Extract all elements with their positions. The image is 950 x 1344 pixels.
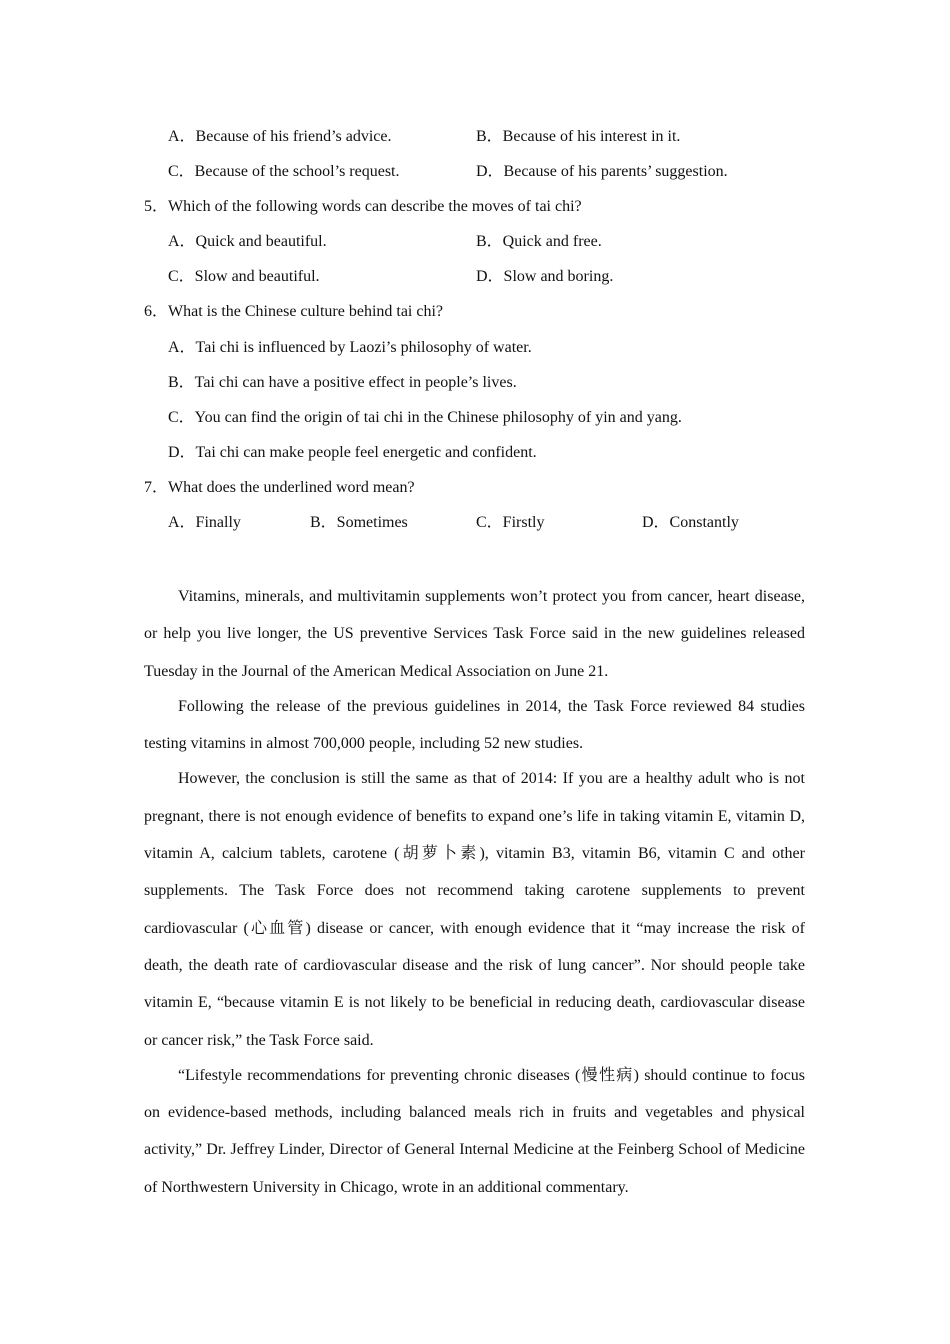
q7-option-d: D．Constantly: [642, 514, 739, 531]
passage-paragraph-1: Vitamins, minerals, and multivitamin supplements won’t protect you from cancer, heart disease, or help you live longer, the US preventive Services Task Force said in the new guidelines released Tuesday in the Journal of the American Medical Association on June 21.: [144, 588, 805, 680]
q6-stem: 6．What is the Chinese culture behind tai chi?: [144, 303, 444, 320]
q7-option-b: B．Sometimes: [310, 514, 408, 531]
q6-option-b: B．Tai chi can have a positive effect in people’s lives.: [168, 374, 517, 391]
q5-option-a: A．Quick and beautiful.: [168, 233, 327, 250]
q5-options-row-1: [0, 231, 950, 253]
reading-passage: [144, 578, 805, 1204]
q5-option-b: B．Quick and free.: [476, 233, 602, 250]
q5-stem: 5．Which of the following words can describe the moves of tai chi?: [144, 198, 582, 215]
passage-paragraph-2: Following the release of the previous guidelines in 2014, the Task Force reviewed 84 studies testing vitamins in almost 700,000 people, including 52 new studies.: [144, 697, 805, 753]
q4-option-d: D．Because of his parents’ suggestion.: [476, 163, 728, 180]
q7-stem: 7．What does the underlined word mean?: [144, 479, 415, 496]
q4-option-a: A．Because of his friend’s advice.: [168, 128, 392, 145]
passage-paragraph-4: “Lifestyle recommendations for preventing chronic diseases (慢性病) should continue to focus on evidence-based methods, including balanced meals rich in fruits and vegetables and physical activity,” Dr. Jeffrey Linder, Director of General Internal Medicine at the Feinberg School of Medicine of Northwestern University in Chicago, wrote in an additional commentary.: [144, 1066, 805, 1196]
q5-option-d: D．Slow and boring.: [476, 268, 614, 285]
q6-option-c: C．You can find the origin of tai chi in the Chinese philosophy of yin and yang.: [168, 409, 682, 426]
q4-option-c: C．Because of the school’s request.: [168, 163, 400, 180]
q6-option-d: D．Tai chi can make people feel energetic and confident.: [168, 444, 537, 461]
passage-paragraph-3: However, the conclusion is still the same as that of 2014: If you are a healthy adult who is not pregnant, there is not enough evidence of benefits to expand one’s life in taking vitamin E, vitamin D, vitamin A, calcium tablets, carotene (胡萝卜素), vitamin B3, vitamin B6, vitamin C and other supplements. The Task Force does not recommend taking carotene supplements to prevent cardiovascular (心血管) disease or cancer, with enough evidence that it “may increase the risk of death, the death rate of cardiovascular disease and the risk of lung cancer”. Nor should people take vitamin E, “because vitamin E is not likely to be beneficial in reducing death, cardiovascular disease or cancer risk,” the Task Force said.: [144, 770, 805, 1049]
q4-options-row-2: [0, 161, 950, 183]
q7-option-a: A．Finally: [168, 514, 241, 531]
q5-options-row-2: [0, 266, 950, 288]
q7-option-c: C．Firstly: [476, 514, 545, 531]
q6-option-a: A．Tai chi is influenced by Laozi’s philosophy of water.: [168, 339, 532, 356]
q7-options-row: [0, 512, 950, 534]
q5-option-c: C．Slow and beautiful.: [168, 268, 320, 285]
q4-option-b: B．Because of his interest in it.: [476, 128, 681, 145]
q4-options-row-1: [0, 126, 950, 148]
